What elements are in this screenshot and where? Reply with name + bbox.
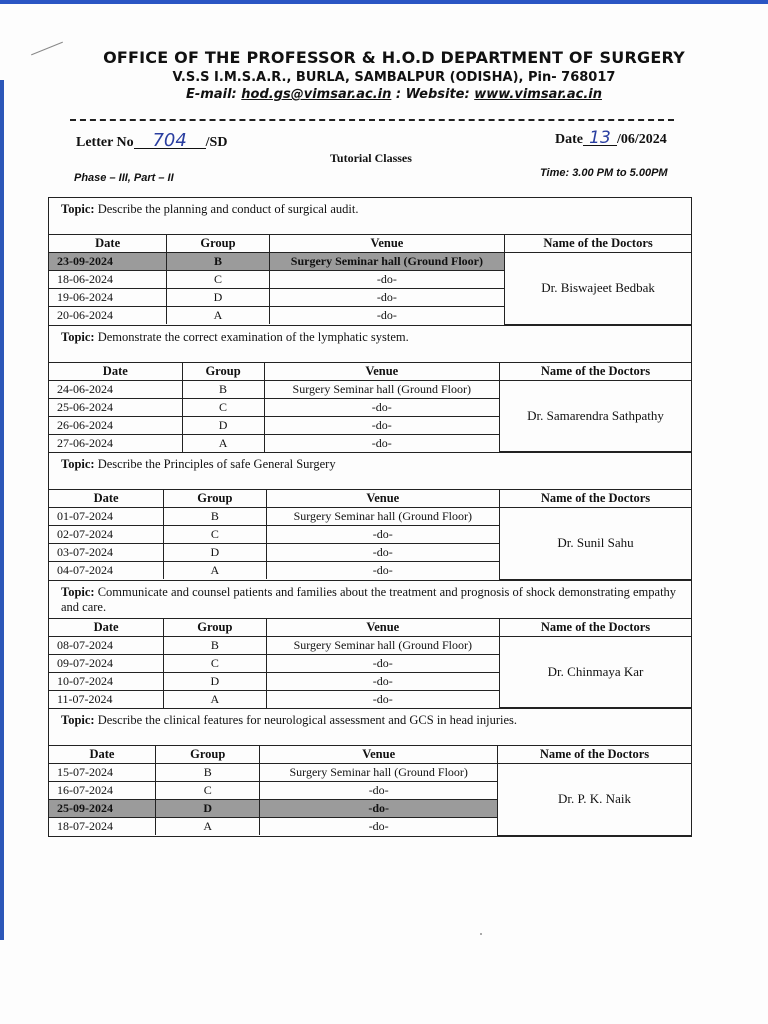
venue-cell: Surgery Seminar hall (Ground Floor) [266,636,499,654]
left-edge-band [0,80,4,940]
group-cell: C [182,398,264,416]
topic-spacer [49,220,691,234]
venue-cell: -do- [266,654,499,672]
topic-section [49,453,691,581]
column-header-doctor: Name of the Doctors [497,746,691,764]
table-row [49,380,691,398]
header-row [49,362,691,380]
venue-cell: Surgery Seminar hall (Ground Floor) [260,764,498,782]
website-link[interactable]: www.vimsar.ac.in [474,87,602,102]
column-header-date: Date [49,490,164,508]
topic-line [49,453,691,475]
date-cell: 02-07-2024 [49,526,164,544]
topic-text: Describe the Principles of safe General Surgery [97,457,336,471]
doctor-name-cell: Dr. Biswajeet Bedbak [505,253,691,325]
venue-cell: -do- [266,562,499,580]
venue-cell: -do- [266,526,499,544]
venue-cell: -do- [269,289,505,307]
topic-line [49,709,691,731]
letterhead [0,48,768,102]
column-header-doctor: Name of the Doctors [500,362,691,380]
scan-speck [480,933,482,935]
date-cell: 23-09-2024 [49,253,167,271]
letter-number-line [76,130,228,151]
table-row [49,253,691,271]
header-row [49,746,691,764]
group-cell: D [164,544,266,562]
group-cell: A [164,562,266,580]
venue-cell: -do- [266,544,499,562]
venue-cell: -do- [266,672,499,690]
column-header-date: Date [49,362,182,380]
table-row [49,508,691,526]
group-cell: A [167,307,269,325]
header-row [49,618,691,636]
topic-label: Topic: [61,457,95,471]
column-header-group: Group [182,362,264,380]
session-table [49,745,691,836]
office-title: OFFICE OF THE PROFESSOR & H.O.D DEPARTMENT OF SURGERY [103,48,685,67]
date-cell: 03-07-2024 [49,544,164,562]
column-header-venue: Venue [269,235,505,253]
date-rest: /06/2024 [617,132,667,147]
date-cell: 11-07-2024 [49,690,164,708]
date-cell: 25-09-2024 [49,800,155,818]
topic-spacer [49,475,691,489]
venue-cell: -do- [260,782,498,800]
column-header-group: Group [155,746,259,764]
venue-cell: -do- [266,690,499,708]
document-heading: Tutorial Classes [330,151,412,165]
letter-number-handwritten: 704 [134,134,206,149]
topic-label: Topic: [61,329,95,344]
group-cell: C [155,782,259,800]
group-cell: C [164,654,266,672]
date-day-handwritten: 13 [583,131,617,146]
header-row [49,235,691,253]
date-cell: 10-07-2024 [49,672,164,690]
venue-cell: Surgery Seminar hall (Ground Floor) [266,508,499,526]
doctor-name-cell: Dr. P. K. Naik [497,764,691,836]
group-cell: C [164,526,266,544]
topic-line [49,326,691,348]
letter-label: Letter No [76,135,134,150]
letter-suffix: /SD [205,135,228,150]
group-cell: D [164,672,266,690]
group-cell: D [167,289,269,307]
session-table [49,618,691,709]
group-cell: B [182,380,264,398]
group-cell: B [167,253,269,271]
date-label: Date [555,132,583,147]
column-header-venue: Venue [260,746,498,764]
group-cell: A [182,434,264,452]
topic-section [49,198,691,326]
column-header-venue: Venue [264,362,500,380]
column-header-date: Date [49,618,164,636]
venue-cell: -do- [260,800,498,818]
topic-section [49,709,691,837]
doctor-name-cell: Dr. Chinmaya Kar [500,636,691,708]
doctor-name-cell: Dr. Sunil Sahu [500,508,691,580]
topic-section [49,581,691,710]
group-cell: B [155,764,259,782]
schedule-table [48,197,692,837]
dashed-divider [70,119,674,121]
venue-cell: -do- [269,271,505,289]
venue-cell: -do- [260,818,498,836]
session-table [49,234,691,325]
column-header-doctor: Name of the Doctors [500,490,691,508]
topic-line [49,581,691,618]
group-cell: A [164,690,266,708]
topic-text: Demonstrate the correct examination of the lymphatic system. [97,329,409,344]
topic-text: Describe the planning and conduct of surgical audit. [97,202,359,216]
topic-label: Topic: [61,584,95,599]
venue-cell: -do- [269,307,505,325]
column-header-doctor: Name of the Doctors [500,618,691,636]
session-table [49,362,691,453]
top-edge-band [0,0,768,4]
venue-cell: Surgery Seminar hall (Ground Floor) [264,380,500,398]
venue-cell: -do- [264,398,500,416]
venue-cell: -do- [264,434,500,452]
date-cell: 27-06-2024 [49,434,182,452]
date-cell: 19-06-2024 [49,289,167,307]
date-cell: 15-07-2024 [49,764,155,782]
date-cell: 18-06-2024 [49,271,167,289]
column-header-group: Group [167,235,269,253]
topic-label: Topic: [61,202,95,216]
phase-label: Phase – III, Part – II [74,172,174,184]
group-cell: D [155,800,259,818]
date-cell: 16-07-2024 [49,782,155,800]
group-cell: B [164,636,266,654]
website-label: : Website: [395,87,470,102]
date-cell: 04-07-2024 [49,562,164,580]
time-label: Time: 3.00 PM to 5.00PM [540,167,668,179]
table-row [49,636,691,654]
contact-line [20,87,768,102]
column-header-venue: Venue [266,618,499,636]
doctor-name-cell: Dr. Samarendra Sathpathy [500,380,691,452]
column-header-group: Group [164,618,266,636]
date-cell: 20-06-2024 [49,307,167,325]
topic-text: Describe the clinical features for neurological assessment and GCS in head injuries. [97,713,518,727]
header-row [49,490,691,508]
topic-section [49,326,691,454]
institute-address: V.S.S I.M.S.A.R., BURLA, SAMBALPUR (ODISHA), Pin- 768017 [172,70,616,85]
email-label: E-mail: [186,87,237,102]
date-cell: 26-06-2024 [49,416,182,434]
date-cell: 08-07-2024 [49,636,164,654]
column-header-date: Date [49,746,155,764]
email-link[interactable]: hod.gs@vimsar.ac.in [241,87,392,102]
topic-text: Communicate and counsel patients and families about the treatment and prognosis of shock demonstrating empathy and care. [61,584,677,614]
table-row [49,764,691,782]
date-cell: 24-06-2024 [49,380,182,398]
column-header-date: Date [49,235,167,253]
session-table [49,489,691,580]
column-header-doctor: Name of the Doctors [505,235,691,253]
group-cell: B [164,508,266,526]
topic-label: Topic: [61,713,95,727]
date-cell: 01-07-2024 [49,508,164,526]
letter-date-line [555,128,667,148]
group-cell: A [155,818,259,836]
column-header-venue: Venue [266,490,499,508]
column-header-group: Group [164,490,266,508]
venue-cell: Surgery Seminar hall (Ground Floor) [269,253,505,271]
topic-spacer [49,348,691,362]
date-cell: 18-07-2024 [49,818,155,836]
group-cell: D [182,416,264,434]
date-cell: 25-06-2024 [49,398,182,416]
topic-spacer [49,731,691,745]
group-cell: C [167,271,269,289]
topic-line [49,198,691,220]
venue-cell: -do- [264,416,500,434]
date-cell: 09-07-2024 [49,654,164,672]
